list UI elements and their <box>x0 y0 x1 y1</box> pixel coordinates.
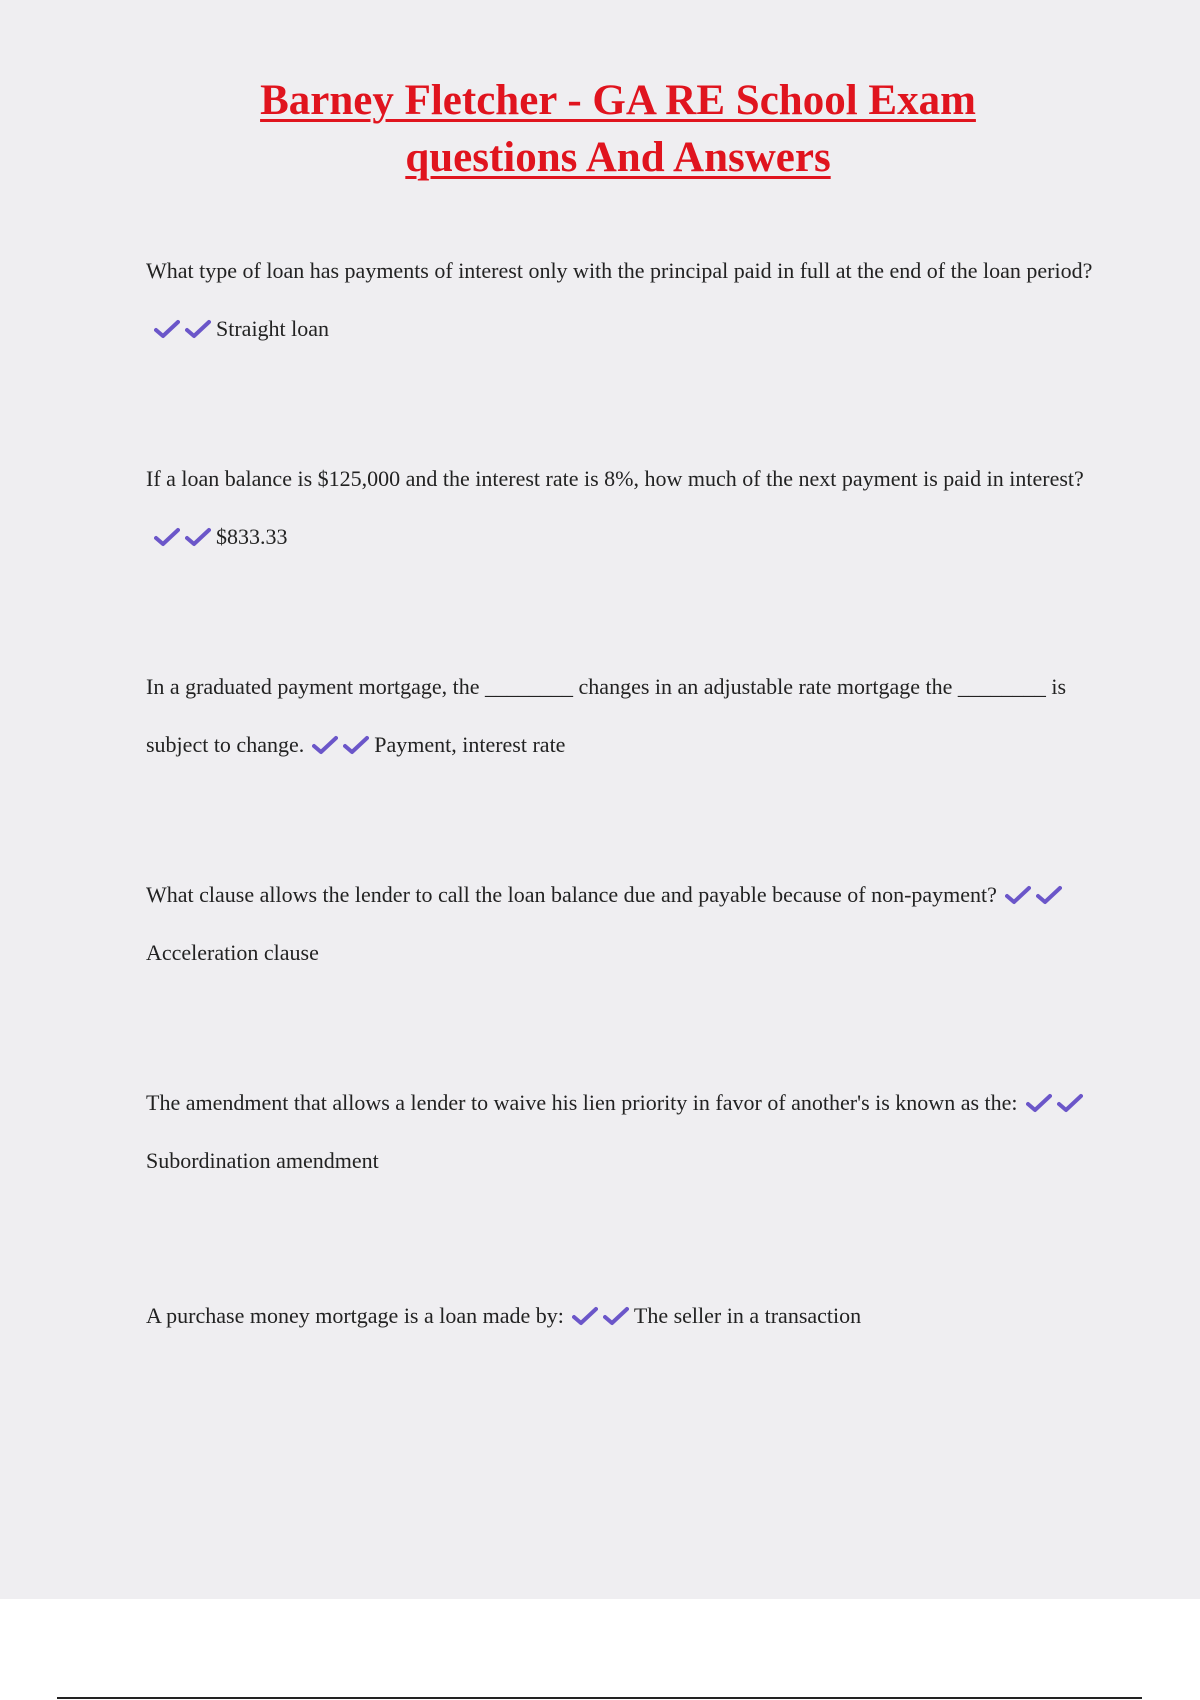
answer-marker <box>1026 1090 1088 1115</box>
checkmark-icon <box>185 319 211 339</box>
question-text: What clause allows the lender to call the loan balance due and payable because of non-payment? <box>146 882 997 907</box>
answer-marker <box>154 524 216 549</box>
qa-item-4 <box>146 866 1096 982</box>
page-footer-rule <box>57 1697 1142 1699</box>
checkmark-icon <box>1026 1093 1052 1113</box>
answer-marker <box>312 732 374 757</box>
question-text: What type of loan has payments of interest only with the principal paid in full at the end of the loan period? <box>146 258 1093 283</box>
qa-item-2 <box>146 450 1096 566</box>
document-title <box>0 72 1200 186</box>
checkmark-icon <box>154 319 180 339</box>
answer-marker <box>1005 882 1067 907</box>
checkmark-icon <box>185 527 211 547</box>
question-text: The amendment that allows a lender to waive his lien priority in favor of another's is known as the: <box>146 1090 1018 1115</box>
checkmark-icon <box>603 1306 629 1326</box>
answer-text: Subordination amendment <box>146 1148 379 1173</box>
question-text: A purchase money mortgage is a loan made by: <box>146 1303 564 1328</box>
answer-marker <box>154 316 216 341</box>
checkmark-icon <box>343 735 369 755</box>
checkmark-icon <box>312 735 338 755</box>
checkmark-icon <box>1005 885 1031 905</box>
question-text: If a loan balance is $125,000 and the interest rate is 8%, how much of the next payment is paid in interest? <box>146 466 1084 491</box>
qa-item-6 <box>146 1287 1096 1345</box>
checkmark-icon <box>154 527 180 547</box>
qa-item-1 <box>146 242 1096 358</box>
checkmark-icon <box>1057 1093 1083 1113</box>
checkmark-icon <box>1036 885 1062 905</box>
answer-text: Acceleration clause <box>146 940 319 965</box>
answer-marker <box>572 1303 634 1328</box>
title-line-2: questions And Answers <box>405 134 831 181</box>
title-line-1: Barney Fletcher - GA RE School Exam <box>260 77 976 124</box>
answer-text: The seller in a transaction <box>633 1303 862 1328</box>
checkmark-icon <box>572 1306 598 1326</box>
question-text: In a graduated payment mortgage, the ________ changes in an adjustable rate mortgage the ________ is subject to change. <box>146 674 1067 757</box>
qa-item-3 <box>146 658 1096 774</box>
answer-text: Payment, interest rate <box>374 732 566 757</box>
answer-text: $833.33 <box>216 524 288 549</box>
qa-item-5 <box>146 1074 1096 1190</box>
answer-text: Straight loan <box>216 316 330 341</box>
